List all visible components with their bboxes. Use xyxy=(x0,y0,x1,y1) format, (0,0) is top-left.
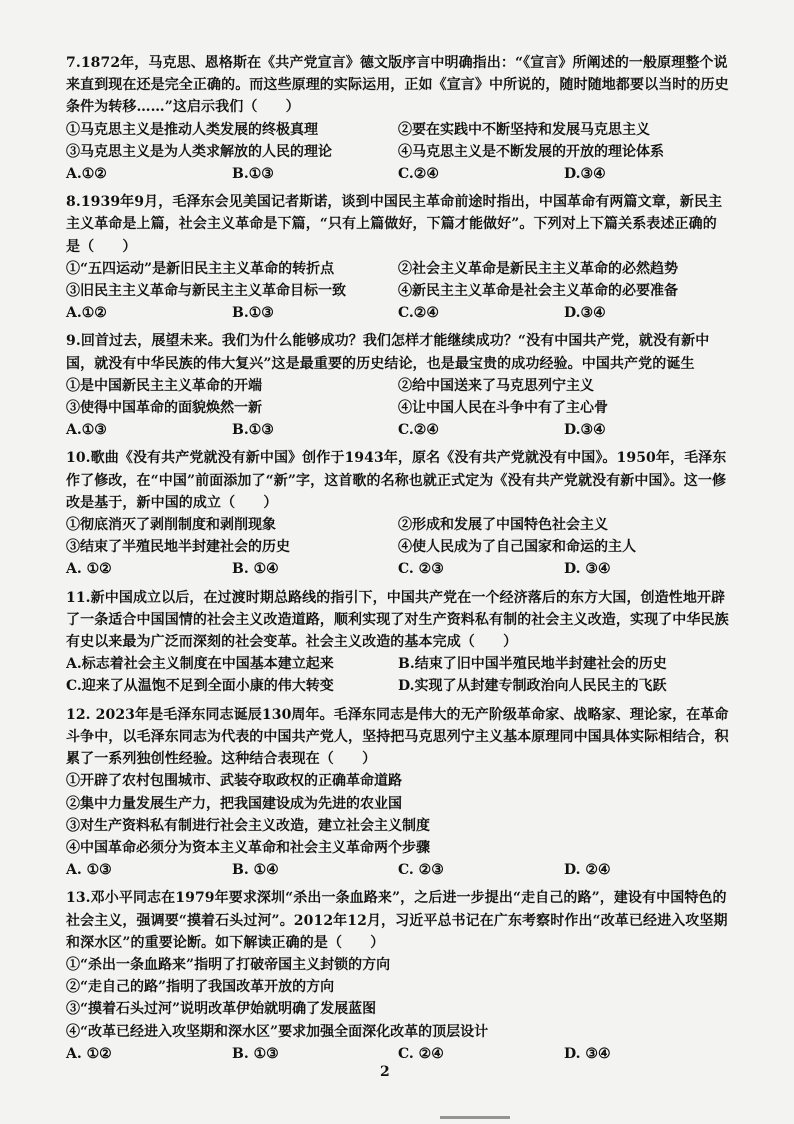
option[interactable]: ③对生产资料私有制进行社会主义改造，建立社会主义制度 xyxy=(66,817,430,834)
answer-row xyxy=(66,558,730,580)
option[interactable]: ②形成和发展了中国特色社会主义 xyxy=(398,517,608,534)
option[interactable]: ②给中国送来了马克思列宁主义 xyxy=(398,377,594,394)
option-row xyxy=(66,397,730,419)
answer-choice[interactable]: A.①③ xyxy=(66,422,107,439)
question-13 xyxy=(66,887,730,1065)
option-row xyxy=(66,280,730,302)
answer-choice[interactable]: A.①② xyxy=(66,166,107,183)
scan-artifact xyxy=(440,1116,510,1119)
question-8 xyxy=(66,191,730,324)
option[interactable]: ①“杀出一条血路来”指明了打破帝国主义封锁的方向 xyxy=(66,956,391,973)
question-stem: 7.1872年，马克思、恩格斯在《共产党宣言》德文版序言中明确指出：“《宣言》所阐述的一般原理整个说来直到现在还是完全正确的。而这些原理的实际运用，正如《宣言》中所说的，随时随地都要以当时的历史条件为转移……”这启示我们（ ） xyxy=(66,55,729,116)
option[interactable]: ④让中国人民在斗争中有了主心骨 xyxy=(398,400,608,417)
option[interactable]: ④马克思主义是不断发展的开放的理论体系 xyxy=(398,143,664,160)
answer-choice[interactable]: D.实现了从封建专制政治向人民民主的飞跃 xyxy=(398,678,667,695)
question-12 xyxy=(66,704,730,882)
answer-choice[interactable]: A.①② xyxy=(66,305,107,322)
option-row xyxy=(66,258,730,280)
answer-choice[interactable]: C.②④ xyxy=(398,305,439,322)
question-stem: 11.新中国成立以后，在过渡时期总路线的指引下，中国共产党在一个经济落后的东方大国，创造性地开辟了一条适合中国国情的社会主义改造道路，顺利实现了对生产资料私有制的社会主义改造，实现了中华民族有史以来最为广泛而深刻的社会变革。社会主义改造的基本完成（ ） xyxy=(66,589,729,651)
option[interactable]: ①开辟了农村包围城市、武装夺取政权的正确革命道路 xyxy=(66,773,402,790)
answer-choice[interactable]: B.结束了旧中国半殖民地半封建社会的历史 xyxy=(398,656,667,673)
option-row xyxy=(66,675,730,697)
option[interactable]: ②“走自己的路”指明了我国改革开放的方向 xyxy=(66,979,335,996)
question-10 xyxy=(66,447,730,580)
question-stem: 13.邓小平同志在1979年要求深圳“杀出一条血路来”，之后进一步提出“走自己的路”，建设有中国特色的社会主义，强调要“摸着石头过河”。2012年12月，习近平总书记在广东考察时作出“改革已经进入攻坚期和深水区”的重要论断。如下解读正确的是（ ） xyxy=(66,890,728,951)
answer-choice[interactable]: D. ②④ xyxy=(564,862,611,879)
answer-choice[interactable]: B. ①④ xyxy=(232,862,279,879)
option-row xyxy=(66,653,730,675)
question-stem: 12. 2023年是毛泽东同志诞辰130周年。毛泽东同志是伟大的无产阶级革命家、战略家、理论家，在革命斗争中，以毛泽东同志为代表的中国共产党人，坚持把马克思列宁主义基本原理同中国具体实际相结合，积累了一系列独创性经验。这种结合表现在（ ） xyxy=(66,706,729,768)
option[interactable]: ①彻底消灭了剥削制度和剥削现象 xyxy=(66,517,276,534)
answer-choice[interactable]: C. ②③ xyxy=(398,862,444,879)
question-9 xyxy=(66,330,730,441)
option[interactable]: ④新民主主义革命是社会主义革命的必要准备 xyxy=(398,283,678,300)
answer-choice[interactable]: A.标志着社会主义制度在中国基本建立起来 xyxy=(66,656,334,673)
option[interactable]: ②集中力量发展生产力，把我国建设成为先进的农业国 xyxy=(66,795,402,812)
option-row xyxy=(66,375,730,397)
option[interactable]: ①“五四运动”是新旧民主主义革命的转折点 xyxy=(66,260,335,277)
option-row xyxy=(66,141,730,163)
answer-choice[interactable]: B. ①③ xyxy=(232,1045,279,1062)
option[interactable]: ②要在实践中不断坚持和发展马克思主义 xyxy=(398,121,650,138)
option-row xyxy=(66,514,730,536)
question-stem: 8.1939年9月，毛泽东会见美国记者斯诺，谈到中国民主革命前途时指出，中国革命有两篇文章，新民主主义革命是上篇，社会主义革命是下篇，“只有上篇做好，下篇才能做好”。下列对上下篇关系表述正确的是（ ） xyxy=(66,194,723,255)
answer-choice[interactable]: A. ①② xyxy=(66,1045,112,1062)
option[interactable]: ②社会主义革命是新民主主义革命的必然趋势 xyxy=(398,260,678,277)
option[interactable]: ③结束了半殖民地半封建社会的历史 xyxy=(66,539,290,556)
option[interactable]: ①是中国新民主主义革命的开端 xyxy=(66,377,262,394)
option[interactable]: ④中国革命必须分为资本主义革命和社会主义革命两个步骤 xyxy=(66,839,430,856)
answer-choice[interactable]: C.迎来了从温饱不足到全面小康的伟大转变 xyxy=(66,678,334,695)
option[interactable]: ③马克思主义是为人类求解放的人民的理论 xyxy=(66,143,332,160)
answer-choice[interactable]: B.①③ xyxy=(232,166,274,183)
answer-row xyxy=(66,859,730,881)
answer-choice[interactable]: D.③④ xyxy=(564,166,606,183)
option-row xyxy=(66,536,730,558)
page-number: 2 xyxy=(380,1064,390,1080)
answer-choice[interactable]: B.①③ xyxy=(232,305,274,322)
answer-row xyxy=(66,419,730,441)
option[interactable]: ④使人民成为了自己国家和命运的主人 xyxy=(398,539,636,556)
question-list xyxy=(66,52,730,1065)
option[interactable]: ③使得中国革命的面貌焕然一新 xyxy=(66,400,262,417)
answer-choice[interactable]: A. ①③ xyxy=(66,862,112,879)
answer-choice[interactable]: D. ③④ xyxy=(564,1045,611,1062)
answer-choice[interactable]: D. ③④ xyxy=(564,561,611,578)
answer-choice[interactable]: C. ②③ xyxy=(398,561,444,578)
answer-choice[interactable]: C.②④ xyxy=(398,166,439,183)
question-stem: 9.回首过去，展望未来。我们为什么能够成功？我们怎样才能继续成功？“没有中国共产党，就没有新中国，就没有中华民族的伟大复兴”这是最重要的历史结论，也是最宝贵的成功经验。中国共产党的诞生 xyxy=(66,333,710,372)
question-7 xyxy=(66,52,730,185)
option[interactable]: ④“改革已经进入攻坚期和深水区”要求加强全面深化改革的顶层设计 xyxy=(66,1023,489,1040)
answer-choice[interactable]: A. ①② xyxy=(66,561,112,578)
option[interactable]: ③“摸着石头过河”说明改革伊始就明确了发展蓝图 xyxy=(66,1001,377,1018)
answer-choice[interactable]: C.②④ xyxy=(398,422,439,439)
option[interactable]: ③旧民主主义革命与新民主主义革命目标一致 xyxy=(66,283,346,300)
answer-choice[interactable]: D.③④ xyxy=(564,305,606,322)
answer-row xyxy=(66,1043,730,1065)
option-row xyxy=(66,119,730,141)
answer-row xyxy=(66,302,730,324)
answer-choice[interactable]: D.③④ xyxy=(564,422,606,439)
answer-row xyxy=(66,163,730,185)
answer-choice[interactable]: B. ①④ xyxy=(232,561,279,578)
answer-choice[interactable]: B.①③ xyxy=(232,422,274,439)
question-11 xyxy=(66,587,730,698)
option[interactable]: ①马克思主义是推动人类发展的终极真理 xyxy=(66,121,318,138)
answer-choice[interactable]: C. ②④ xyxy=(398,1045,444,1062)
question-stem: 10.歌曲《没有共产党就没有新中国》创作于1943年，原名《没有共产党就没有中国》。1950年，毛泽东作了修改，在“中国”前面添加了“新”字，这首歌的名称也就正式定为《没有共产党就没有新中国》。这一修改是基于，新中国的成立（ ） xyxy=(66,450,727,511)
